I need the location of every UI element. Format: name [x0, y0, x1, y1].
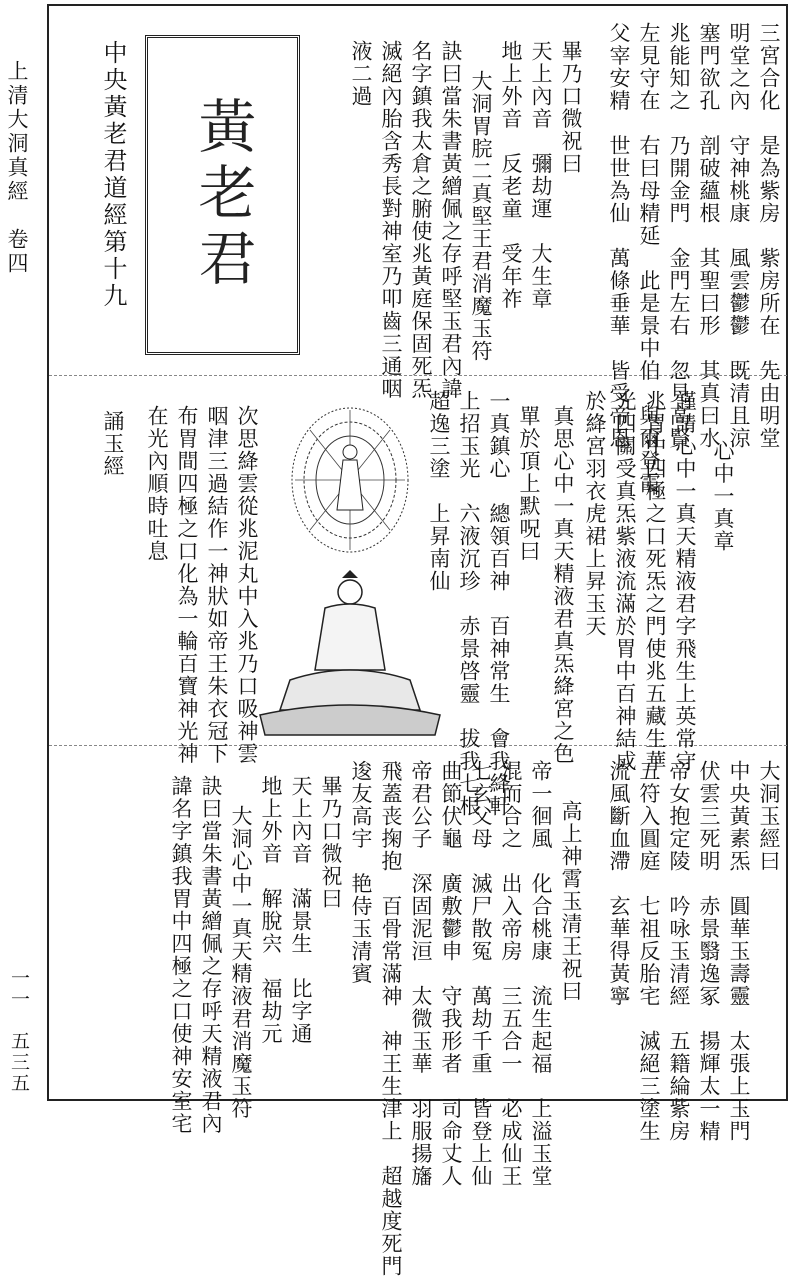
- text-column: 地上外音 反老童 受年祚: [499, 40, 523, 310]
- section-heading: 大洞玉經曰: [757, 760, 781, 873]
- text-column: 次思絳雲從兆泥丸中入兆乃口吸神雲: [235, 405, 259, 765]
- text-column: 液二過: [349, 40, 373, 108]
- seated-deity-illustration: [250, 570, 450, 740]
- seal-text: 黃老君: [188, 96, 257, 294]
- text-column: 五符入圓庭 七祖反胎宅 滅絕三塗生: [637, 760, 661, 1143]
- text-column: 訣曰當朱書黃繒佩之存呼天精液君內: [199, 775, 223, 1135]
- text-column: 於絳宮羽衣虎裙上昇玉天: [583, 390, 607, 638]
- text-column: 諱名字鎮我胃中四極之口使神安室宅: [169, 775, 193, 1135]
- text-column: 地上外音 解脫宍 福劫元: [259, 775, 283, 1045]
- text-column: 超逸三塗 上昇南仙: [427, 390, 451, 593]
- text-column: 曲節伏龜 廣敷鬱申 守我形者 司命丈人: [439, 760, 463, 1188]
- text-column: 滅絕內胎含秀長對神室乃叩齒三通咽: [379, 40, 403, 400]
- text-column: 光四關受真炁紫液流滿於胃中百神結成: [613, 390, 637, 773]
- section-heading: 心中一真章: [711, 440, 735, 553]
- text-column: 謹請心中一真天精液君字飛生上英常守: [673, 390, 697, 773]
- text-column: 布胃間四極之口化為一輪百寶神光神: [175, 405, 199, 765]
- text-column: 左見守在 右曰母精延 此是景中伯 與爾登霞: [637, 22, 661, 495]
- text-column: 大洞心中一真天精液君消魔玉符: [229, 805, 253, 1120]
- text-column: 天上內音 滿景生 比字通: [289, 775, 313, 1045]
- text-column: 明堂之內 守神桃康 風雲鬱鬱 既清且涼: [727, 22, 751, 450]
- text-column: 一真鎮心 總領百神 百神常生 會我絳軒: [487, 390, 511, 818]
- text-column: 七玄父母 滅尸散冤 萬劫千重 皆登上仙: [469, 760, 493, 1188]
- text-column: 訣曰當朱書黃繒佩之存呼堅玉君內諱: [439, 40, 463, 400]
- text-column: 高上神霄玉清王祝曰: [559, 800, 583, 1003]
- text-column: 畢乃口微祝曰: [319, 775, 343, 910]
- margin-page-number: 一一 五三五: [8, 968, 30, 1094]
- text-column: 帝一徊風 化合桃康 流生起福 上溢玉堂: [529, 760, 553, 1188]
- text-column: 中央黃素炁 圓華玉壽靈 太張上玉門: [727, 760, 751, 1143]
- deity-halo-illustration: [285, 400, 415, 560]
- text-column: 在光內順時吐息: [145, 405, 169, 563]
- margin-book-title: 上清大洞真經 卷四: [5, 60, 29, 276]
- text-column: 畢乃口微祝曰: [559, 40, 583, 175]
- text-column: 帝女抱定陵 吟咏玉清經 五籍綸紫房: [667, 760, 691, 1143]
- text-column: 逡友高宇 艳侍玉清賓: [349, 760, 373, 985]
- text-column: 真思心中一真天精液君真炁絳宮之色: [551, 405, 575, 765]
- text-column: 三宮合化 是為紫房 紫房所在 先由明堂: [757, 22, 781, 450]
- text-column: 名字鎮我太倉之腑使兆黃庭保固死炁: [409, 40, 433, 400]
- chapter-title: 中央黃老君道經第十九: [99, 40, 127, 310]
- text-column: 咽津三過結作一神狀如帝王朱衣冠下: [205, 405, 229, 765]
- text-column: 飛蓋丧掬抱 百骨常滿神 神王生津上 超越度死門: [379, 760, 403, 1278]
- text-column: 混而合之 出入帝房 三五合一 必成仙王: [499, 760, 523, 1188]
- text-column: 伏雲三死明 赤景翳逸冢 揚輝太一精: [697, 760, 721, 1143]
- text-column: 塞門欲孔 剖破蘊根 其聖曰形 其真曰水: [697, 22, 721, 450]
- text-column: 兆能知之 乃開金門 金門左右 忽見高賢: [667, 22, 691, 450]
- text-column: 單於頂上默呪曰: [517, 405, 541, 563]
- text-column: 帝君公子 深固泥洹 太微玉華 羽服揚旛: [409, 760, 433, 1188]
- text-column: 父宰安精 世世為仙 萬條垂華 皆受帝恩: [607, 22, 631, 450]
- text-column: 天上內音 彌劫運 大生章: [529, 40, 553, 310]
- text-column: 兆胃中四極之口死炁之門使兆五藏生華: [643, 390, 667, 773]
- text-column: 流風斷血滯 玄華得黃寧: [607, 760, 631, 1008]
- text-column: 大洞胃脘二真堅王君消魔玉符: [469, 70, 493, 363]
- text-column: 誦玉經: [101, 410, 125, 478]
- seal-script-title: [145, 35, 300, 355]
- text-column: 上招玉光 六液沉珍 赤景啓靈 拔我七根: [457, 390, 481, 818]
